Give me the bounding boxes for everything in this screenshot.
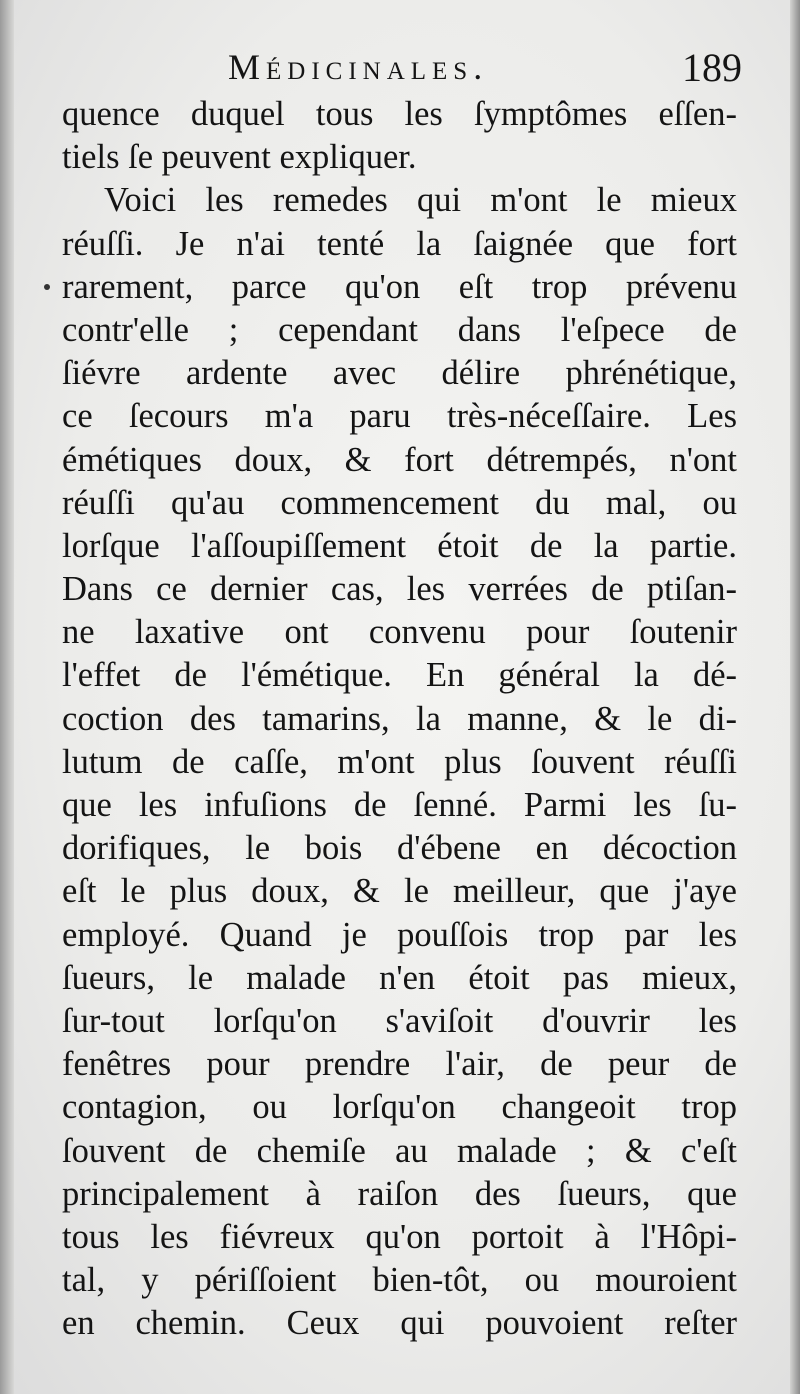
- text-line: fenêtres pour prendre l'air, de peur de: [62, 1045, 737, 1084]
- text-line: ſur-tout lorſqu'on s'aviſoit d'ouvrir les: [62, 1001, 737, 1040]
- text-line: Dans ce dernier cas, les verrées de ptiſan-: [62, 570, 737, 609]
- text-line: principalement à raiſon des ſueurs, que: [62, 1174, 737, 1213]
- margin-mark: [44, 284, 50, 290]
- text-line: l'effet de l'émétique. En général la dé-: [62, 656, 737, 695]
- text-line: lutum de caſſe, m'ont plus ſouvent réuſſi: [62, 742, 737, 781]
- text-line: émétiques doux, & fort détrempés, n'ont: [62, 440, 737, 479]
- text-line: lorſque l'aſſoupiſſement étoit de la partie.: [62, 526, 737, 565]
- body-text: [62, 93, 737, 1345]
- text-line: rarement, parce qu'on eſt trop prévenu: [62, 267, 737, 306]
- running-head: [60, 42, 750, 94]
- text-line: réuſſi qu'au commencement du mal, ou: [62, 483, 737, 522]
- page-number: 189: [682, 45, 742, 90]
- text-line: quence duquel tous les ſymptômes eſſen-: [62, 95, 737, 133]
- page-left-edge: [0, 0, 14, 1394]
- page-right-edge: [790, 0, 800, 1394]
- text-line: dorifiques, le bois d'ébene en décoction: [62, 829, 737, 868]
- text-line: tiels ſe peuvent expliquer.: [62, 138, 417, 177]
- text-line: ſueurs, le malade n'en étoit pas mieux,: [62, 958, 737, 997]
- text-line: coction des tamarins, la manne, & le di-: [62, 699, 737, 738]
- text-line: tous les fiévreux qu'on portoit à l'Hôpi-: [62, 1217, 737, 1256]
- text-line: eſt le plus doux, & le meilleur, que j'aye: [62, 872, 737, 911]
- text-line: ſiévre ardente avec délire phrénétique,: [62, 354, 737, 393]
- text-line: tal, y périſſoient bien-tôt, ou mouroient: [62, 1261, 737, 1300]
- running-title: Médicinales.: [228, 47, 489, 87]
- text-line: réuſſi. Je n'ai tenté la ſaignée que fort: [62, 224, 737, 263]
- text-line: employé. Quand je pouſſois trop par les: [62, 915, 737, 954]
- text-line: contr'elle ; cependant dans l'eſpece de: [62, 310, 737, 349]
- text-line: ce ſecours m'a paru très-néceſſaire. Les: [62, 397, 737, 436]
- text-line: en chemin. Ceux qui pouvoient reſter: [62, 1304, 737, 1343]
- text-line: ſouvent de chemiſe au malade ; & c'eſt: [62, 1131, 737, 1170]
- text-line: contagion, ou lorſqu'on changeoit trop: [62, 1088, 737, 1127]
- text-line: que les infuſions de ſenné. Parmi les ſu-: [62, 786, 737, 824]
- text-line: ne laxative ont convenu pour ſoutenir: [62, 613, 737, 652]
- text-line: Voici les remedes qui m'ont le mieux: [104, 181, 737, 220]
